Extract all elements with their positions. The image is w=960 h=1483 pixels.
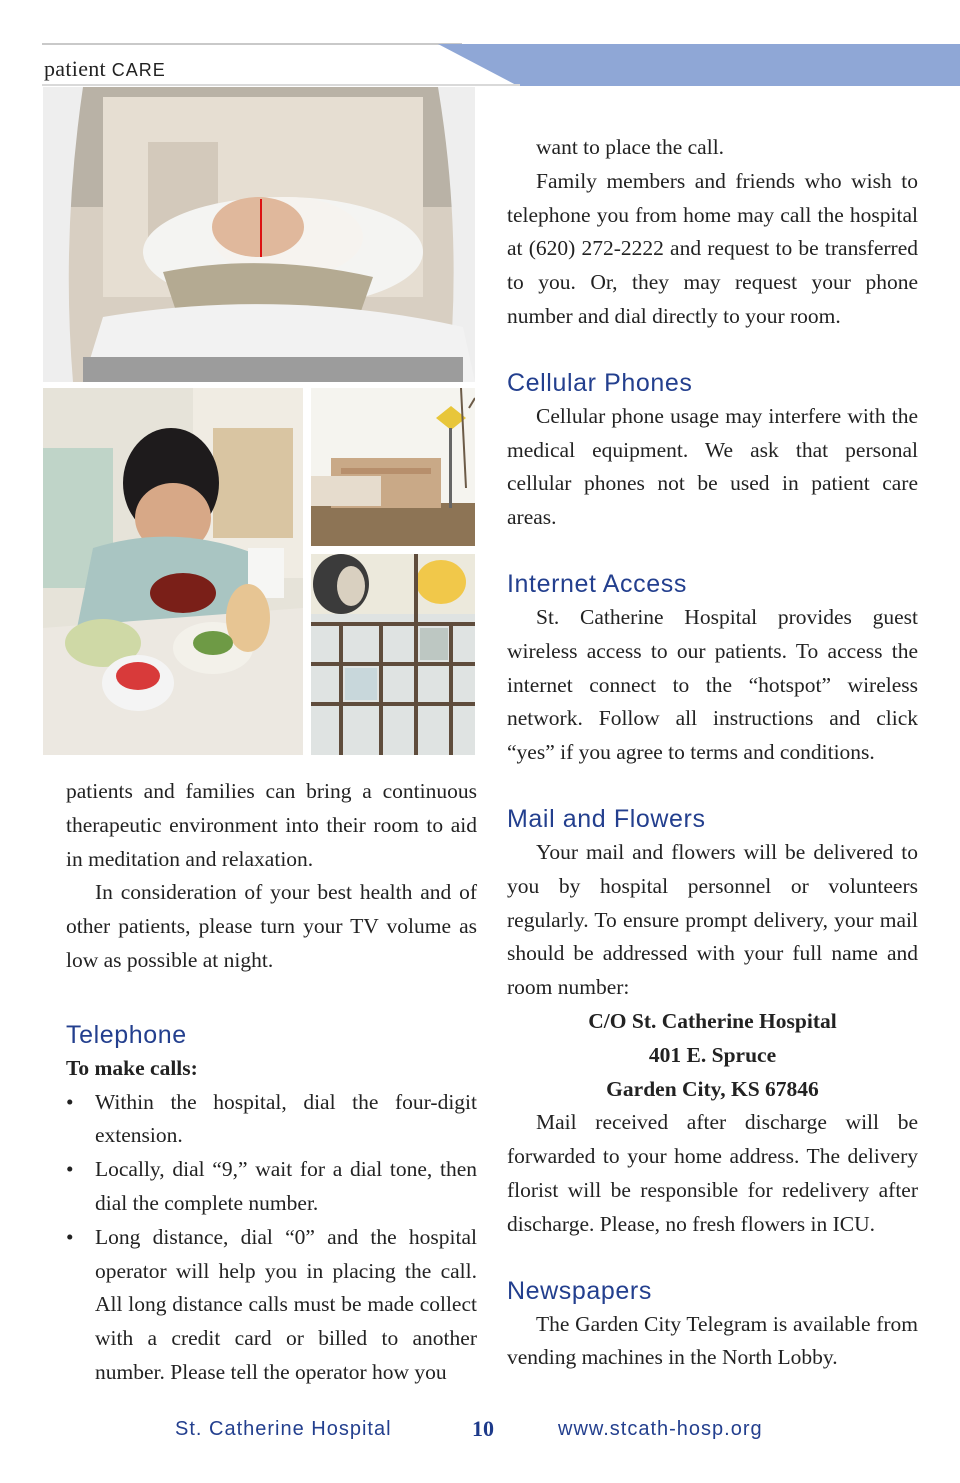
paragraph-internet: St. Catherine Hospital provides guest wireless access to our patients. To access the internet connect to the “hotspot” wireless network. Follow all instructions and click “yes” if you agree to terms and conditions. (507, 604, 918, 765)
footer-website-link[interactable]: www.stcath-hosp.org (558, 1418, 763, 1440)
right-column (507, 131, 918, 1375)
telephone-bullet-list (66, 1086, 477, 1390)
heading-cellular-phones: Cellular Phones (507, 368, 693, 397)
paragraph-mail-after-discharge: Mail received after discharge will be forwarded to your home address. The delivery florist will be responsible for redelivery after discharge. Please, no fresh flowers in ICU. (507, 1110, 918, 1236)
heading-internet-access: Internet Access (507, 569, 687, 598)
photo-mri-scanner (43, 87, 475, 382)
header-rule (42, 43, 462, 45)
left-column (66, 775, 477, 1390)
photo-hospital-building (311, 388, 475, 546)
paragraph-call-continued: want to place the call. (536, 135, 725, 159)
photo-child-eating (43, 388, 303, 755)
heading-newspapers: Newspapers (507, 1276, 652, 1305)
photo-stained-glass (311, 554, 475, 755)
section-label (44, 56, 166, 82)
paragraph-tv-volume: In consideration of your best health and of other patients, please turn your TV volume as low as possible at night. (66, 880, 477, 972)
mailing-address-line: 401 E. Spruce (648, 1042, 777, 1067)
mailing-address-line: Garden City, KS 67846 (606, 1076, 819, 1101)
heading-mail-and-flowers: Mail and Flowers (507, 804, 706, 833)
page-number: 10 (472, 1416, 494, 1441)
subheading-to-make-calls: To make calls: (66, 1055, 198, 1080)
paragraph-cellular: Cellular phone usage may interfere with the medical equipment. We ask that personal cellular phones not be used in patient care areas. (507, 403, 918, 530)
header-blue-band (438, 44, 960, 86)
list-item: • Within the hospital, dial the four-digit extension. (66, 1086, 477, 1154)
paragraph-tv-environment: patients and families can bring a continuous therapeutic environment into their room to aid in meditation and relaxation. (66, 779, 477, 871)
mailing-address-line: C/O St. Catherine Hospital (588, 1008, 837, 1033)
list-item: • Long distance, dial “0” and the hospital operator will help you in placing the call. All long distance calls must be made collect with a credit card or billed to another number. Please tell the operator how you (66, 1221, 477, 1390)
section-caps: CARE (111, 60, 166, 80)
section-word: patient (44, 56, 106, 81)
header-underline (42, 84, 520, 86)
list-item: • Locally, dial “9,” wait for a dial tone, then dial the complete number. (66, 1153, 477, 1221)
paragraph-newspapers: The Garden City Telegram is available from vending machines in the North Lobby. (507, 1311, 918, 1370)
footer-hospital-name: St. Catherine Hospital (175, 1418, 392, 1440)
paragraph-family-calls: Family members and friends who wish to telephone you from home may call the hospital at (620) 272-2222 and request to be transferred to you. Or, they may request your phone number and dial directly to your room. (507, 168, 918, 328)
paragraph-mail: Your mail and flowers will be delivered to you by hospital personnel or volunteers regularly. To ensure prompt delivery, your mail should be addressed with your full name and room number: (507, 839, 918, 1000)
heading-telephone: Telephone (66, 1020, 187, 1049)
